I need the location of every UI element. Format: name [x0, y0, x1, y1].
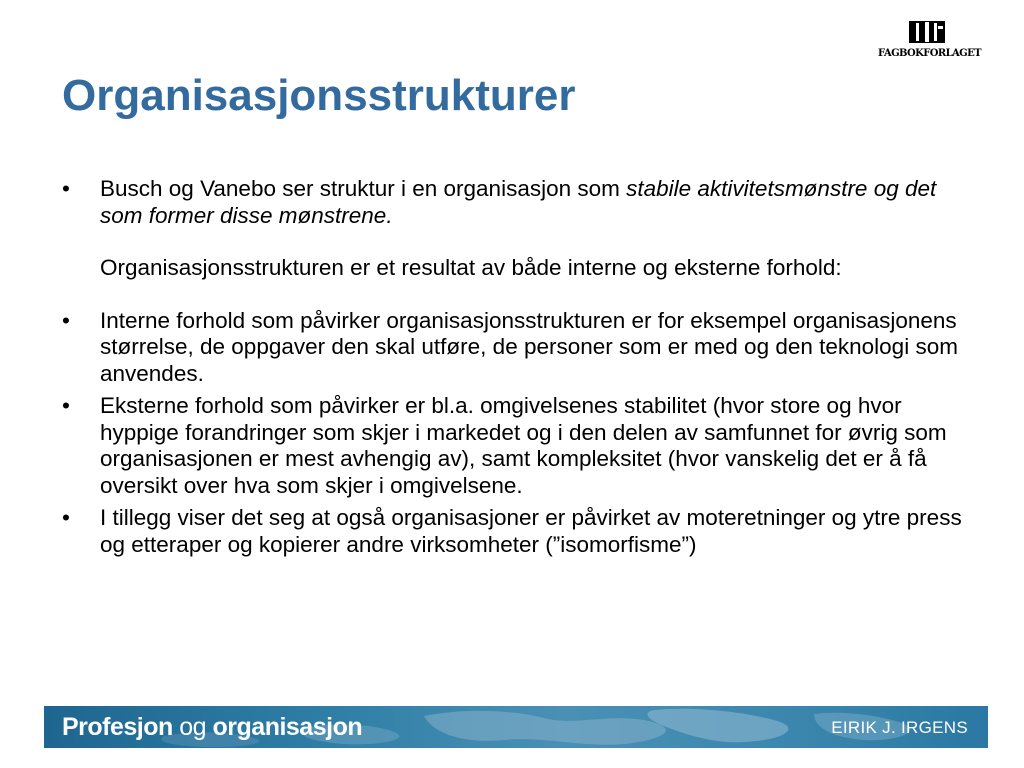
definition-italic: stabile aktivitetsmønstre og det som former disse mønstrene.: [100, 176, 937, 228]
bullet-marker: •: [62, 393, 70, 418]
bullet-text: Busch og Vanebo ser struktur i en organisasjon som: [100, 176, 627, 201]
book-logo-icon: [908, 20, 946, 44]
author-name: EIRIK J. IRGENS: [831, 718, 968, 737]
book-title-part: og: [179, 713, 207, 741]
publisher-logo-text: FAGBOKFORLAGET: [878, 48, 981, 59]
bullet-continuation: Organisasjonsstrukturen er et resultat av både interne og eksterne forhold:: [100, 255, 842, 280]
bullet-item: [62, 176, 972, 229]
bullet-text: Interne forhold som påvirker organisasjonsstrukturen er for eksempel organisasjonens størrelse, de oppgaver den skal utføre, de personer som er med og den teknologi som anvendes.: [100, 307, 958, 386]
book-title-part: Profesjon: [62, 713, 173, 741]
bullet-text: I tillegg viser det seg at også organisasjoner er påvirket av moteretninger og ytre press og etteraper og kopierer andre virksomheter (”isomorfisme”): [100, 505, 962, 557]
slide-title: Organisasjonsstrukturer: [62, 71, 576, 120]
footer-banner: [44, 706, 988, 748]
bullet-marker: •: [62, 307, 70, 333]
book-title-part: organisasjon: [212, 713, 363, 741]
bullet-item: [62, 393, 972, 499]
bullet-marker: •: [62, 176, 70, 201]
bullet-marker: •: [62, 505, 70, 530]
bullet-text: Eksterne forhold som påvirker er bl.a. omgivelsenes stabilitet (hvor store og hvor hyppige forandringer som skjer i markedet og i den delen av samfunnet for øvrig som organisasjonen er mest avhengig av), samt kompleksitet (hvor vanskelig det er å få oversikt over hva som skjer i omgivelsene.: [100, 393, 947, 498]
book-title: [62, 711, 362, 743]
bullet-item: [62, 505, 972, 558]
slide-body: [62, 176, 972, 558]
publisher-logo: [878, 18, 981, 66]
bullet-item: [62, 308, 972, 388]
